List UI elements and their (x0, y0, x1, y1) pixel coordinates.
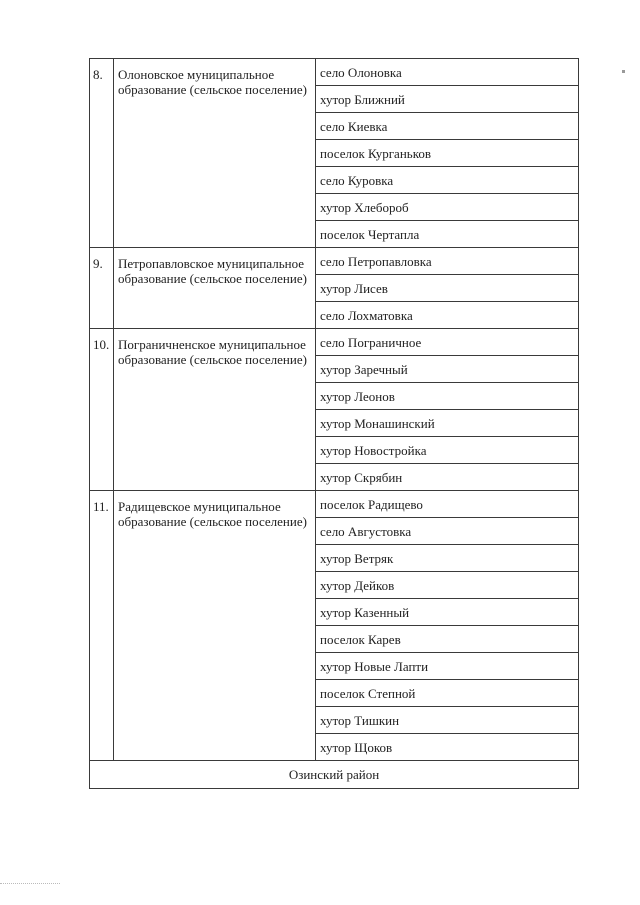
municipality-name: Олоновское муниципальное образование (сельское поселение) (114, 59, 316, 248)
settlement-name: хутор Заречный (316, 356, 579, 383)
table-row (90, 59, 579, 86)
settlement-name: хутор Хлебороб (316, 194, 579, 221)
municipality-name: Петропавловское муниципальное образование (сельское поселение) (114, 248, 316, 329)
scan-speck (622, 70, 625, 73)
settlement-name: хутор Новые Лапти (316, 653, 579, 680)
settlement-name: хутор Дейков (316, 572, 579, 599)
table-row (90, 329, 579, 356)
table-row (90, 761, 579, 789)
settlement-name: хутор Монашинский (316, 410, 579, 437)
settlement-name: хутор Тишкин (316, 707, 579, 734)
settlement-name: поселок Курганьков (316, 140, 579, 167)
district-header: Озинский район (90, 761, 579, 789)
settlement-name: поселок Степной (316, 680, 579, 707)
scan-artifact-line (0, 883, 60, 884)
settlement-name: село Петропавловка (316, 248, 579, 275)
settlements-table (89, 58, 579, 789)
settlement-name: хутор Ветряк (316, 545, 579, 572)
settlement-name: хутор Скрябин (316, 464, 579, 491)
settlement-name: хутор Казенный (316, 599, 579, 626)
settlement-name: село Олоновка (316, 59, 579, 86)
settlement-name: хутор Щоков (316, 734, 579, 761)
settlement-name: поселок Карев (316, 626, 579, 653)
settlement-name: поселок Радищево (316, 491, 579, 518)
municipality-name: Радищевское муниципальное образование (сельское поселение) (114, 491, 316, 761)
municipality-name: Пограничненское муниципальное образование (сельское поселение) (114, 329, 316, 491)
settlement-name: село Лохматовка (316, 302, 579, 329)
settlement-name: село Августовка (316, 518, 579, 545)
settlement-name: хутор Лисев (316, 275, 579, 302)
settlement-name: поселок Чертапла (316, 221, 579, 248)
settlement-name: село Киевка (316, 113, 579, 140)
row-number: 10. (90, 329, 114, 491)
settlement-name: село Пограничное (316, 329, 579, 356)
settlement-name: село Куровка (316, 167, 579, 194)
row-number: 11. (90, 491, 114, 761)
settlement-name: хутор Новостройка (316, 437, 579, 464)
table-row (90, 491, 579, 518)
row-number: 9. (90, 248, 114, 329)
table-row (90, 248, 579, 275)
settlement-name: хутор Ближний (316, 86, 579, 113)
settlement-name: хутор Леонов (316, 383, 579, 410)
row-number: 8. (90, 59, 114, 248)
